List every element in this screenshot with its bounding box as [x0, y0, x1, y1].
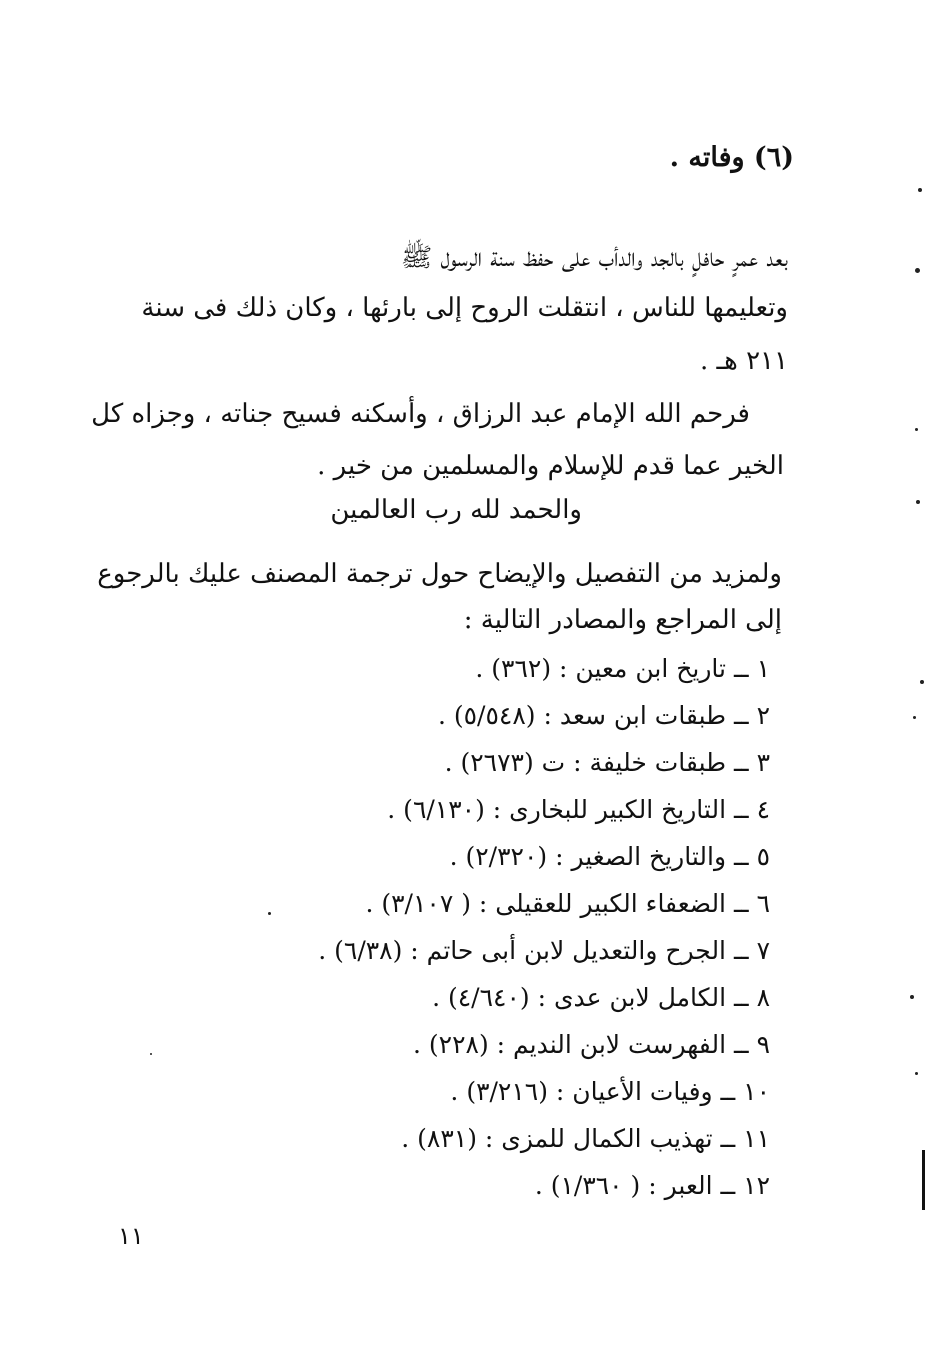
reference-item-7: ٧ ــ الجرح والتعديل لابن أبى حاتم : (٦/٣٨) . [318, 936, 770, 965]
scan-speck [920, 680, 924, 684]
paragraph-3-line-1: ولمزيد من التفصيل والإيضاح حول ترجمة المصنف عليك بالرجوع [97, 559, 782, 589]
reference-item-9: ٩ ــ الفهرست لابن النديم : (٢٢٨) . [413, 1030, 770, 1059]
scan-speck [915, 268, 920, 273]
scan-speck [268, 912, 271, 915]
paragraph-2-line-1: فرحم الله الإمام عبد الرزاق ، وأسكنه فسيح جناته ، وجزاه كل [91, 399, 750, 429]
reference-item-6: ٦ ــ الضعفاء الكبير للعقيلى : ( ٣/١٠٧) . [365, 889, 770, 918]
paragraph-1-line-2: وتعليمها للناس ، انتقلت الروح إلى بارئها ، وكان ذلك فى سنة [141, 293, 788, 323]
reference-item-8: ٨ ــ الكامل لابن عدى : (٤/٦٤٠) . [432, 983, 770, 1012]
reference-item-12: ١٢ ــ العبر : ( ١/٣٦٠) . [534, 1171, 770, 1200]
paragraph-1-line-3: ٢١١ هـ . [699, 346, 788, 376]
reference-item-11: ١١ ــ تهذيب الكمال للمزى : (٨٣١) . [401, 1124, 770, 1153]
paragraph-3-line-2: إلى المراجع والمصادر التالية : [463, 605, 782, 635]
scan-speck [916, 500, 920, 504]
section-heading: (٦) وفاته . [669, 142, 794, 173]
scan-speck [913, 716, 916, 719]
scan-speck [910, 995, 914, 999]
reference-list [318, 645, 770, 1209]
reference-item-2: ٢ ــ طبقات ابن سعد : (٥/٥٤٨) . [437, 701, 770, 730]
reference-item-4: ٤ ــ التاريخ الكبير للبخارى : (٦/١٣٠) . [387, 795, 770, 824]
closing-praise: والحمد لله رب العالمين [330, 495, 582, 525]
paragraph-2-line-2: الخير عما قدم للإسلام والمسلمين من خير . [317, 451, 784, 481]
reference-item-5: ٥ ــ والتاريخ الصغير : (٢/٣٢٠) . [449, 842, 770, 871]
paragraph-1-line-1: بعد عمرٍ حافلٍ بالجد والدأب على حفظ سنة الرسول ﷺ [400, 243, 788, 273]
scan-edge-mark [918, 1150, 928, 1210]
scan-speck [918, 188, 922, 192]
scan-speck [915, 1072, 918, 1075]
scan-speck [915, 428, 918, 431]
reference-item-10: ١٠ ــ وفيات الأعيان : (٣/٢١٦) . [450, 1077, 770, 1106]
scan-speck [150, 1053, 152, 1055]
page-number: ١١ [118, 1222, 144, 1250]
reference-item-1: ١ ــ تاريخ ابن معين : (٣٦٢) . [475, 654, 770, 683]
reference-item-3: ٣ ــ طبقات خليفة : ت (٢٦٧٣) . [444, 748, 770, 777]
